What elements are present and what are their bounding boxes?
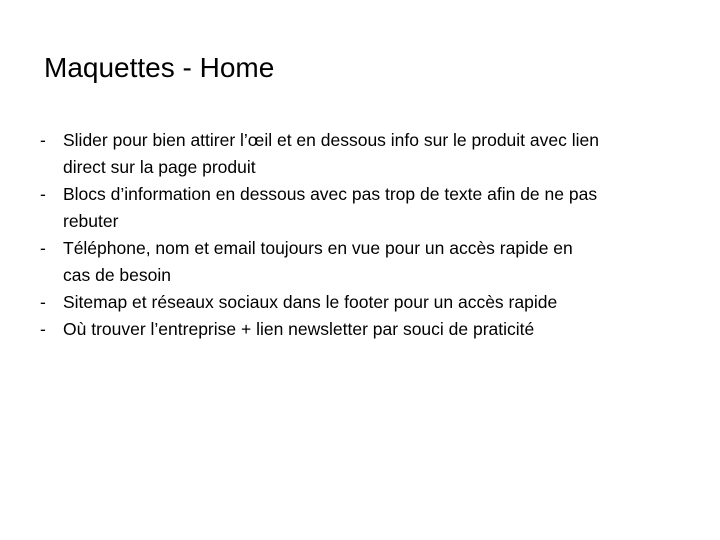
bullet-line: Blocs d’information en dessous avec pas trop de texte afin de ne pas: [63, 184, 598, 204]
list-item: [40, 127, 690, 181]
slide-title: Maquettes - Home: [44, 52, 275, 83]
bullet-line: rebuter: [63, 211, 119, 231]
list-item: [40, 181, 690, 235]
bullet-dash: -: [40, 292, 46, 312]
list-item: [40, 316, 690, 343]
list-item: [40, 235, 690, 289]
bullet-line: Où trouver l’entreprise + lien newsletter par souci de praticité: [63, 319, 535, 339]
bullet-line: Téléphone, nom et email toujours en vue pour un accès rapide en: [63, 238, 573, 258]
bullet-dash: -: [40, 130, 46, 150]
bullet-dash: -: [40, 319, 46, 339]
bullet-line: Sitemap et réseaux sociaux dans le footer pour un accès rapide: [63, 292, 558, 312]
bullet-dash: -: [40, 184, 46, 204]
list-item: [40, 289, 690, 316]
bullet-line: cas de besoin: [63, 265, 171, 285]
bullet-line: direct sur la page produit: [63, 157, 256, 177]
bullet-list: [40, 127, 690, 343]
bullet-dash: -: [40, 238, 46, 258]
bullet-line: Slider pour bien attirer l’œil et en dessous info sur le produit avec lien: [63, 130, 599, 150]
